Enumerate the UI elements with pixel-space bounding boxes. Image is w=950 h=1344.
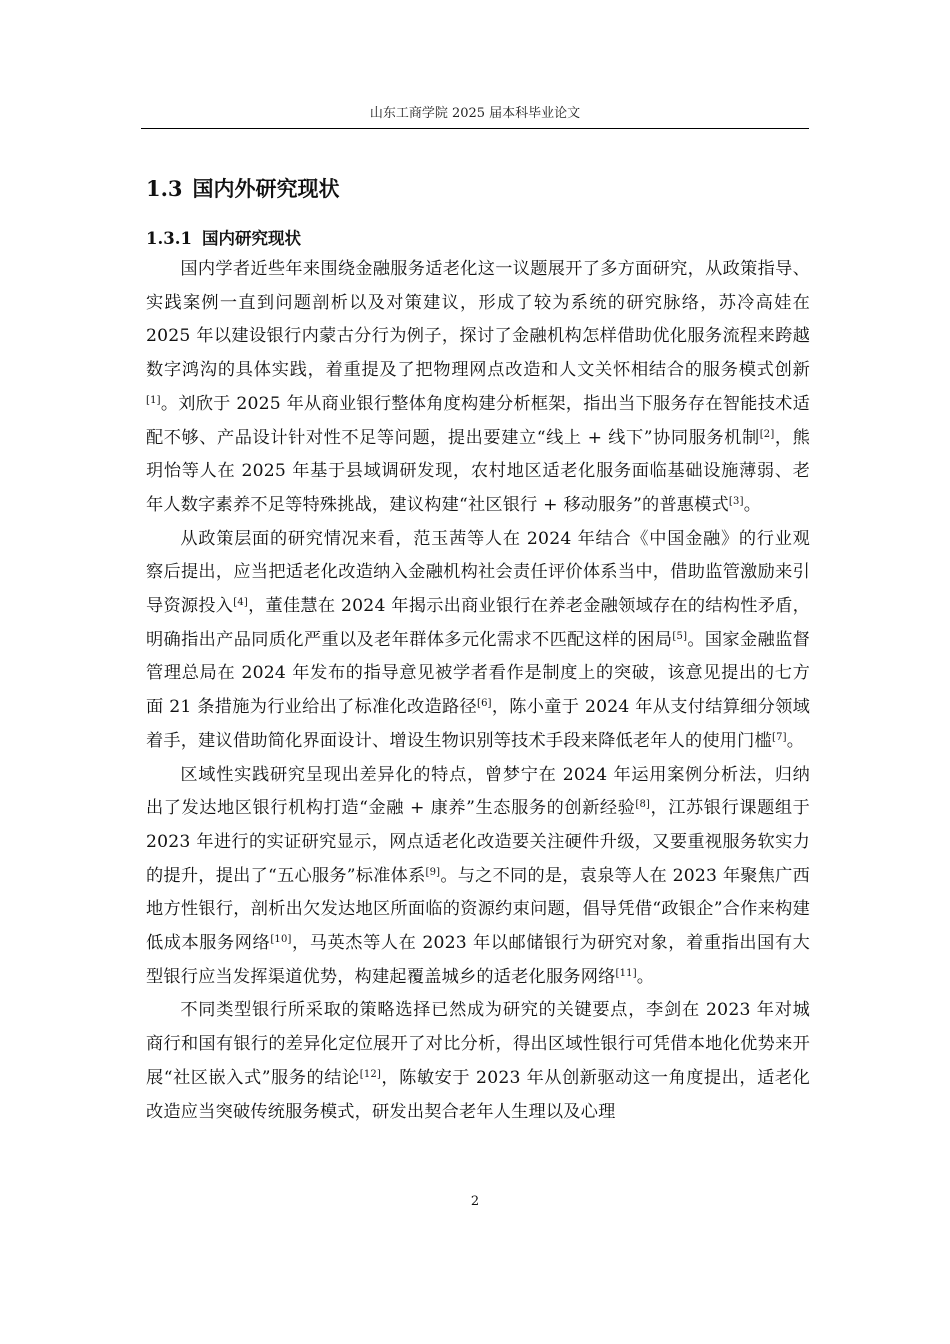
paragraph-2 <box>146 523 810 759</box>
paragraph-text: 不同类型银行所采取的策略选择已然成为研究的关键要点，李剑在 2023 年对城商行和国有银行的差异化定位展开了对比分析，得出区域性银行可凭借本地化优势来开展“社区嵌入式”服务的结论 <box>146 1000 810 1088</box>
citation-ref: [1] <box>146 394 161 406</box>
body-text <box>146 253 810 1129</box>
subsection-number: 1.3.1 <box>146 229 192 248</box>
citation-ref: [11] <box>615 967 637 979</box>
paragraph-text: 。与之不同的是，袁泉等人在 2023 年聚焦广西地方性银行，剖析出欠发达地区所面临的资源约束问题，倡导凭借“政银企”合作来构建低成本服务网络 <box>146 865 810 954</box>
paragraph-text: 。国家金融监督管理总局在 2024 年发布的指导意见被学者看作是制度上的突破，该意见提出的七方面 21 条措施为行业给出了标准化改造路径 <box>146 629 810 718</box>
citation-ref: [9] <box>425 866 441 878</box>
citation-ref: [5] <box>672 630 688 642</box>
paragraph-text: 。刘欣于 2025 年从商业银行整体角度构建分析框架，指出当下服务存在智能技术适配不够、产品设计针对性不足等问题，提出要建立“线上 + 线下”协同服务机制 <box>146 393 810 448</box>
citation-ref: [2] <box>759 428 775 440</box>
paragraph-text: 区域性实践研究呈现出差异化的特点，曾梦宁在 2024 年运用案例分析法，归纳出了发达地区银行机构打造“金融 + 康养”生态服务的创新经验 <box>146 764 810 819</box>
paragraph-text: ，江苏银行课题组于 2023 年进行的实证研究显示，网点适老化改造要关注硬件升级，又要重视服务软实力的提升，提出了“五心服务”标准体系 <box>146 798 810 886</box>
running-header: 山东工商学院 2025 届本科毕业论文 <box>369 106 581 121</box>
section-title: 国内外研究现状 <box>192 176 340 201</box>
paragraph-text: 国内学者近些年来围绕金融服务适老化这一议题展开了多方面研究，从政策指导、实践案例一直到问题剖析以及对策建议，形成了较为系统的研究脉络，苏冷高娃在 2025 年以建设银行内蒙古分行为例子，探讨了金融机构怎样借助优化服务流程来跨越数字鸿沟的具体实践，着重提及了把物理网点改造和人文关怀相结合的服务模式创新 <box>146 259 810 381</box>
citation-ref: [4] <box>233 597 249 609</box>
citation-ref: [3] <box>728 495 744 507</box>
citation-ref: [6] <box>476 698 492 710</box>
paragraph-text: ，董佳慧在 2024 年揭示出商业银行在养老金融领域存在的结构性矛盾，明确指出产品同质化严重以及老年群体多元化需求不匹配这样的困局 <box>146 596 810 650</box>
page-number: 2 <box>470 1194 480 1209</box>
section-number: 1.3 <box>146 176 183 201</box>
paragraph-text: 。 <box>743 494 762 515</box>
header-rule <box>141 128 809 129</box>
paragraph-text: ，熊玥怡等人在 2025 年基于县域调研发现，农村地区适老化服务面临基础设施薄弱、老年人数字素养不足等特殊挑战，建议构建“社区银行 + 移动服务”的普惠模式 <box>146 427 810 515</box>
paragraph-text: 。 <box>636 966 655 987</box>
paragraph-text: 从政策层面的研究情况来看，范玉茜等人在 2024 年结合《中国金融》的行业观察后提出，应当把适老化改造纳入金融机构社会责任评价体系当中，借助监管激励来引导资源投入 <box>146 528 810 617</box>
citation-ref: [10] <box>270 934 292 946</box>
paragraph-4 <box>146 994 810 1129</box>
paragraph-text: ，陈小童于 2024 年从支付结算细分领域着手，建议借助简化界面设计、增设生物识别等技术手段来降低老年人的使用门槛 <box>146 697 811 751</box>
paragraph-text: 。 <box>786 730 805 751</box>
citation-ref: [8] <box>635 799 651 811</box>
citation-ref: [12] <box>359 1068 382 1080</box>
subsection-heading <box>146 226 301 252</box>
paragraph-3 <box>146 759 810 995</box>
paragraph-text: ，马英杰等人在 2023 年以邮储银行为研究对象，着重指出国有大型银行应当发挥渠道优势，构建起覆盖城乡的适老化服务网络 <box>146 933 811 987</box>
paragraph-text: ，陈敏安于 2023 年从创新驱动这一角度提出，适老化改造应当突破传统服务模式，研发出契合老年人生理以及心理 <box>146 1067 810 1122</box>
section-heading <box>146 174 340 204</box>
paragraph-1 <box>146 253 810 523</box>
subsection-title: 国内研究现状 <box>201 229 301 248</box>
citation-ref: [7] <box>771 731 787 743</box>
